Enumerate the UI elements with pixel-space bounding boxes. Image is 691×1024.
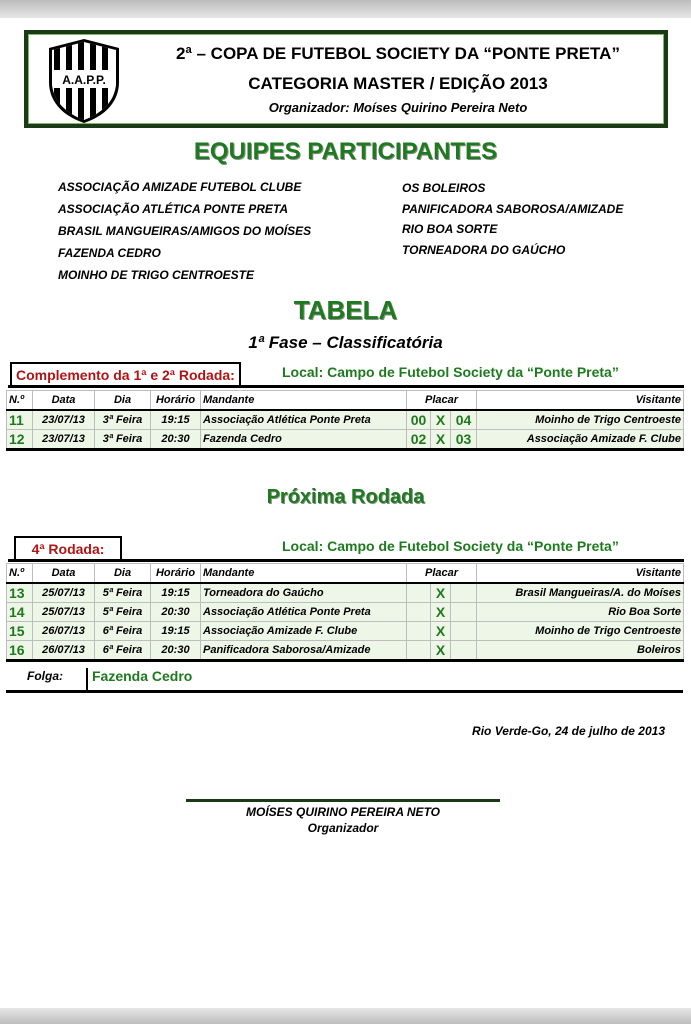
home-score [407,641,431,661]
match-date: 25/07/13 [33,603,95,622]
bottom-border-band [0,1008,691,1024]
team-item: TORNEADORA DO GAÚCHO [402,242,566,257]
table-row [7,410,684,430]
home-score [407,583,431,603]
round-label: 4ª Rodada: [14,536,122,562]
score-x: X [431,641,451,661]
header-score: Placar [407,564,477,584]
match-time: 19:15 [151,622,201,641]
score-x: X [431,430,451,450]
table-row [7,622,684,641]
header-home: Mandante [201,564,407,584]
home-team: Associação Atlética Ponte Preta [201,410,407,430]
header-title: 2ª – COPA DE FUTEBOL SOCIETY DA “PONTE PRETA” [176,44,620,63]
match-day: 5ª Feira [95,583,151,603]
team-item: PANIFICADORA SABOROSA/AMIZADE [402,201,624,216]
place-date: Rio Verde-Go, 24 de julho de 2013 [472,724,665,738]
match-time: 20:30 [151,430,201,450]
header-home: Mandante [201,391,407,411]
signature-role: Organizador [307,821,379,835]
match-location: Local: Campo de Futebol Society da “Ponte Preta” [282,538,619,554]
team-item: ASSOCIAÇÃO AMIZADE FUTEBOL CLUBE [58,180,302,194]
team-item: MOINHO DE TRIGO CENTROESTE [58,268,255,282]
header-organizer: Organizador: Moíses Quirino Pereira Neto [268,100,528,115]
teams-list-right [402,178,623,260]
match-day: 6ª Feira [95,622,151,641]
home-team: Panificadora Saborosa/Amizade [201,641,407,661]
bye-label: Folga: [27,669,63,683]
score-x: X [431,622,451,641]
match-day: 3ª Feira [95,430,151,450]
score-x: X [431,583,451,603]
away-team: Moinho de Trigo Centroeste [477,622,684,641]
away-score [451,603,477,622]
round-label: Complemento da 1ª e 2ª Rodada: [10,362,241,388]
phase-subtitle: 1ª Fase – Classificatória [248,333,443,352]
match-number: 12 [7,430,33,450]
home-team: Associação Atlética Ponte Preta [201,603,407,622]
signature-name: MOÍSES QUIRINO PEREIRA NETO [245,805,441,819]
team-item: ASSOCIAÇÃO ATLÉTICA PONTE PRETA [58,202,289,216]
match-time: 19:15 [151,583,201,603]
away-team: Boleiros [477,641,684,661]
bye-row [6,668,683,693]
home-team: Associação Amizade F. Clube [201,622,407,641]
team-item: OS BOLEIROS [402,181,486,195]
shield-logo-icon [44,38,124,124]
away-score [451,583,477,603]
away-team: Rio Boa Sorte [477,603,684,622]
table-header-row [7,391,684,411]
match-location: Local: Campo de Futebol Society da “Ponte Preta” [282,364,619,380]
away-team: Brasil Mangueiras/A. do Moíses [477,583,684,603]
document-header [24,30,668,128]
header-date: Data [33,391,95,411]
score-x: X [431,603,451,622]
table-row [7,641,684,661]
top-border-band [0,0,691,18]
match-time: 20:30 [151,603,201,622]
match-day: 3ª Feira [95,410,151,430]
round-banner [8,536,684,560]
header-day: Dia [95,564,151,584]
signature-line [186,799,500,802]
match-time: 20:30 [151,641,201,661]
home-score: 02 [407,430,431,450]
table-row [7,583,684,603]
header-date: Data [33,564,95,584]
match-number: 13 [7,583,33,603]
team-item: BRASIL MANGUEIRAS/AMIGOS DO MOÍSES [58,224,312,238]
tabela-heading: TABELA [293,295,398,325]
svg-text:A.A.P.P.: A.A.P.P. [62,73,106,87]
match-date: 26/07/13 [33,641,95,661]
away-team: Associação Amizade F. Clube [477,430,684,450]
next-round-heading: Próxima Rodada [266,486,425,508]
header-away: Visitante [477,564,684,584]
team-item: FAZENDA CEDRO [58,246,161,260]
table-row [7,430,684,450]
match-time: 19:15 [151,410,201,430]
away-score: 03 [451,430,477,450]
header-time: Horário [151,391,201,411]
header-away: Visitante [477,391,684,411]
home-team: Torneadora do Gaúcho [201,583,407,603]
match-number: 16 [7,641,33,661]
home-score [407,603,431,622]
match-number: 14 [7,603,33,622]
match-date: 23/07/13 [33,430,95,450]
header-time: Horário [151,564,201,584]
away-score [451,641,477,661]
score-x: X [431,410,451,430]
home-score: 00 [407,410,431,430]
header-score: Placar [407,391,477,411]
home-score [407,622,431,641]
table-header-row [7,564,684,584]
match-number: 15 [7,622,33,641]
bye-team: Fazenda Cedro [92,668,193,684]
matches-table [6,390,684,451]
header-number: N.º [7,391,33,411]
team-item: RIO BOA SORTE [402,222,498,236]
match-date: 26/07/13 [33,622,95,641]
matches-table [6,563,684,662]
match-date: 23/07/13 [33,410,95,430]
match-number: 11 [7,410,33,430]
match-day: 5ª Feira [95,603,151,622]
away-score: 04 [451,410,477,430]
match-date: 25/07/13 [33,583,95,603]
away-team: Moinho de Trigo Centroeste [477,410,684,430]
header-category: CATEGORIA MASTER / EDIÇÃO 2013 [248,74,548,93]
round-banner [8,362,684,386]
match-day: 6ª Feira [95,641,151,661]
table-row [7,603,684,622]
teams-list-left [58,176,311,286]
home-team: Fazenda Cedro [201,430,407,450]
header-day: Dia [95,391,151,411]
header-number: N.º [7,564,33,584]
teams-heading: EQUIPES PARTICIPANTES [193,138,498,165]
away-score [451,622,477,641]
